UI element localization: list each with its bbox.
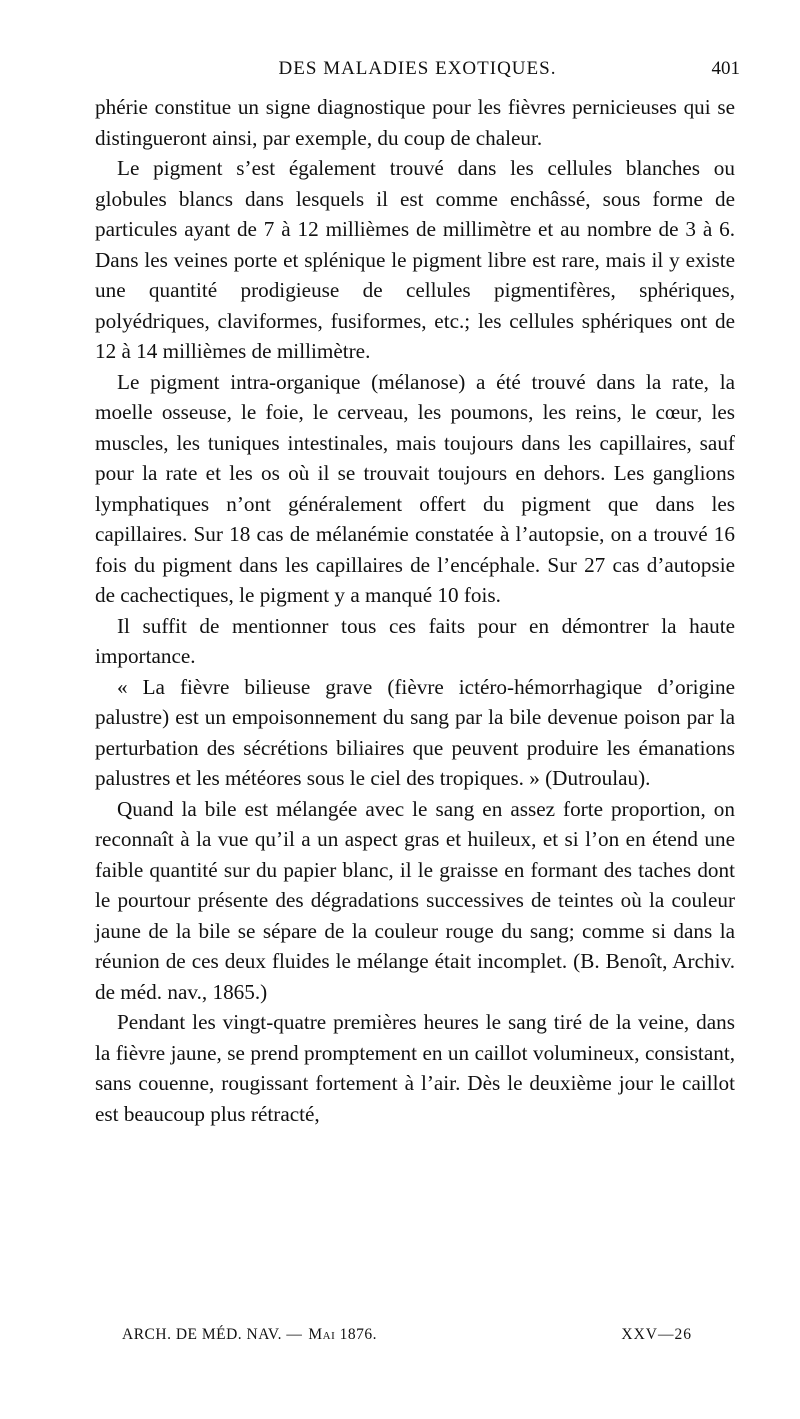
footer-date: Mai 1876.	[308, 1326, 378, 1343]
paragraph-5-quote: « La fièvre bilieuse grave (fièvre ictéro-hémorrhagique d’origine palustre) est un empoisonnement du sang par la bile devenue poison par la perturbation des sécrétions biliaires que peuvent produire les émanations palustres et les météores sous le ciel des tropiques. » (Dutroulau).	[95, 674, 735, 790]
footer-citation	[122, 1326, 377, 1344]
footer-journal: ARCH. DE MÉD. NAV. —	[122, 1326, 303, 1343]
paragraph-6: Quand la bile est mélangée avec le sang en assez forte proportion, on reconnaît à la vue qu’il a un aspect gras et huileux, et si l’on en étend une faible quantité sur du papier blanc, il le graisse en formant des taches dont le pourtour présente des dégradations successives de teintes où la couleur jaune de la bile se sépare de la couleur rouge du sang; comme si dans la réunion de ces deux fluides le mélange était incomplet. (B. Benoît, Archiv. de méd. nav., 1865.)	[95, 796, 735, 1004]
running-head-title: DES MALADIES EXOTIQUES.	[278, 58, 557, 79]
paragraph-2: Le pigment s’est également trouvé dans les cellules blanches ou globules blancs dans lesquels il est comme enchâssé, sous forme de particules ayant de 7 à 12 millièmes de millimètre et au nombre de 3 à 6. Dans les veines porte et splénique le pigment libre est rare, mais il y existe une quantité prodigieuse de cellules pigmentifères, sphériques, polyédriques, claviformes, fusiformes, etc.; les cellules sphériques ont de 12 à 14 millièmes de millimètre.	[95, 156, 735, 363]
paragraph-3: Le pigment intra-organique (mélanose) a été trouvé dans la rate, la moelle osseuse, le foie, le cerveau, les poumons, les reins, le cœur, les muscles, les tuniques intestinales, mais toujours dans les capillaires, sauf pour la rate et les os où il se trouvait toujours en dehors. Les ganglions lymphatiques n’ont généralement offert du pigment que dans les capillaires. Sur 18 cas de mélanémie constatée à l’autopsie, on a trouvé 16 fois du pigment dans les capillaires de l’encéphale. Sur 27 cas d’autopsie de cachectiques, le pigment y a manqué 10 fois.	[95, 369, 735, 607]
paragraph-1: phérie constitue un signe diagnostique pour les fièvres pernicieuses qui se distingueront ainsi, par exemple, du coup de chaleur.	[95, 95, 735, 150]
page-footer	[122, 1326, 740, 1350]
paragraph-7: Pendant les vingt-quatre premières heures le sang tiré de la veine, dans la fièvre jaune, se prend promptement en un caillot volumineux, consistant, sans couenne, rougissant fortement à l’air. Dès le deuxième jour le caillot est beaucoup plus rétracté,	[95, 1010, 735, 1126]
page-number: 401	[711, 58, 740, 79]
signature-mark: XXV—26	[621, 1326, 692, 1343]
body-text	[95, 92, 735, 1129]
running-head	[95, 58, 740, 88]
paragraph-4: Il suffit de mentionner tous ces faits pour en démontrer la haute importance.	[95, 613, 735, 668]
